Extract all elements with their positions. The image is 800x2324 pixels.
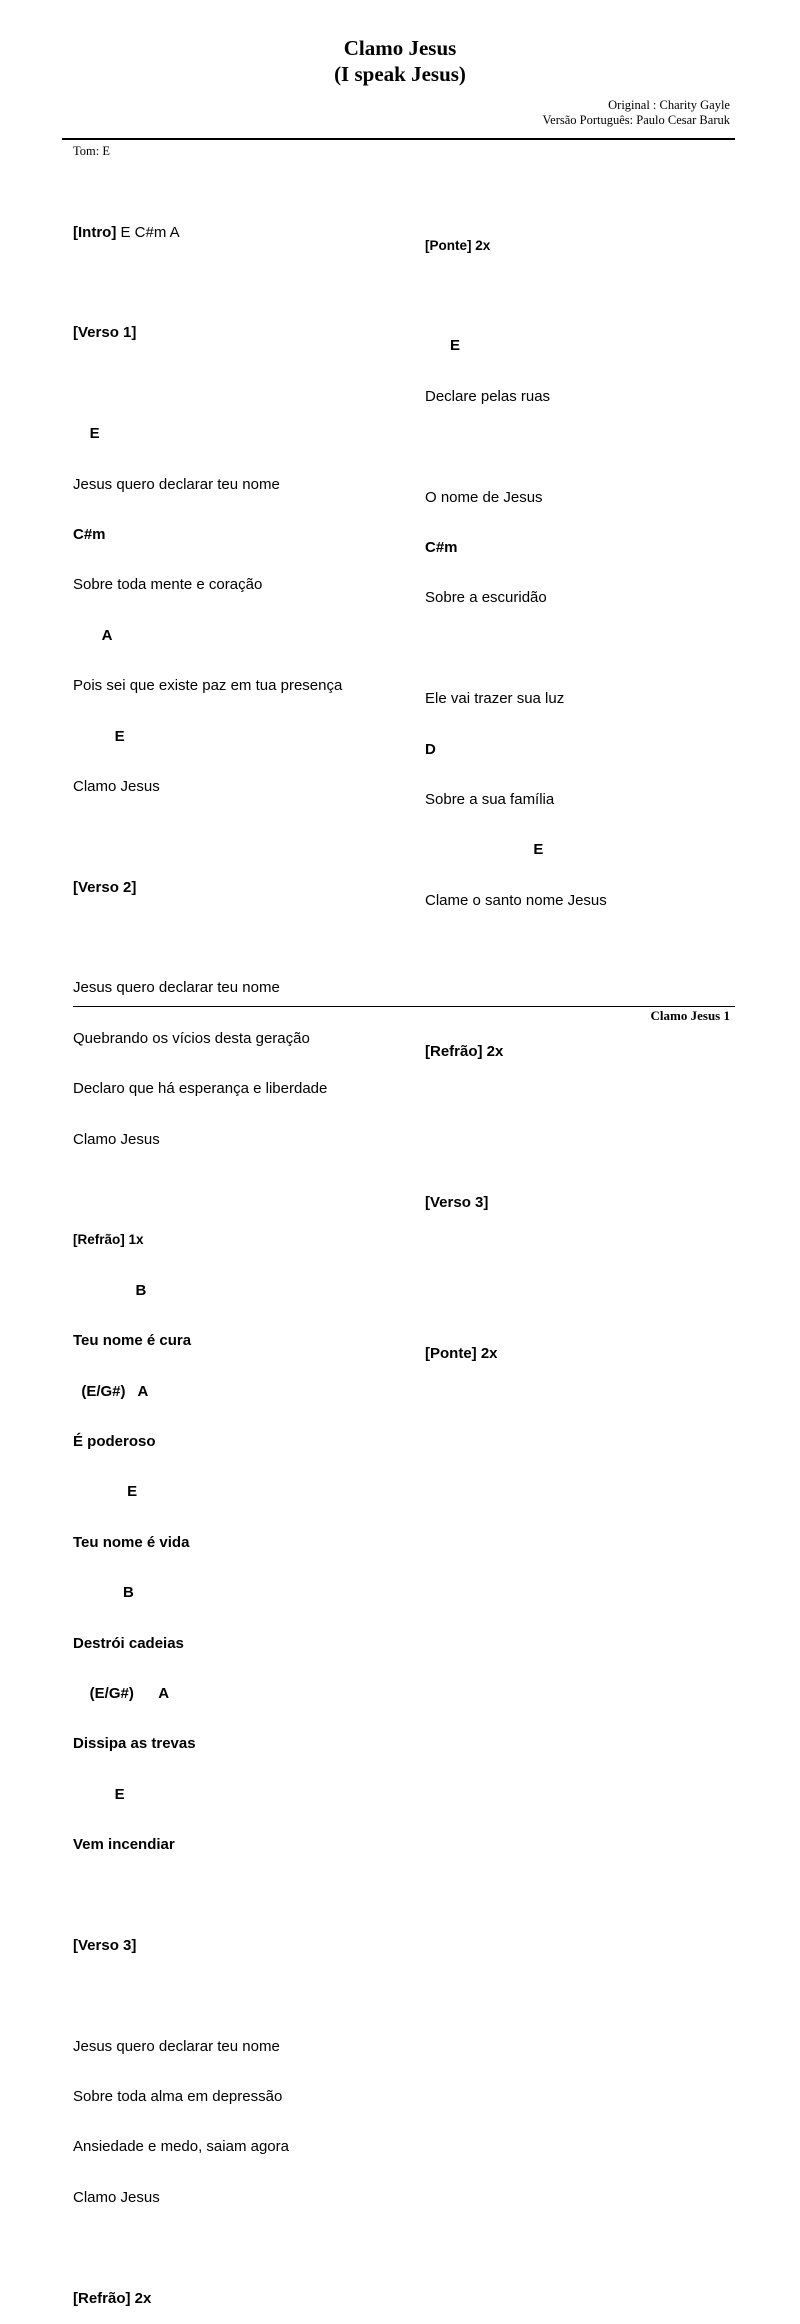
chord-line: (E/G#) A bbox=[73, 1382, 149, 1400]
lyric-line: Ansiedade e medo, saiam agora bbox=[73, 2138, 289, 2156]
lyric-line: Declare pelas ruas bbox=[425, 387, 551, 405]
spacer bbox=[73, 275, 342, 292]
spacer bbox=[73, 2240, 342, 2257]
lyric-line: Pois sei que existe paz em tua presença bbox=[73, 677, 343, 695]
chorus-line: É poderoso bbox=[73, 1432, 156, 1450]
chord-line: A bbox=[73, 626, 113, 644]
page-footer: Clamo Jesus 1 bbox=[650, 1008, 730, 1023]
spacer bbox=[425, 1296, 607, 1313]
credits bbox=[543, 98, 730, 128]
chord-line: E bbox=[73, 1483, 138, 1501]
original-credit: Original : Charity Gayle bbox=[608, 98, 730, 112]
chord-line: E bbox=[73, 727, 125, 745]
lyric-line: O nome de Jesus bbox=[425, 488, 543, 506]
spacer bbox=[73, 1182, 342, 1199]
section-heading: [Ponte] 2x bbox=[425, 237, 491, 253]
spacer bbox=[425, 1245, 607, 1262]
chorus-line: Teu nome é vida bbox=[73, 1533, 190, 1551]
header-rule bbox=[62, 138, 735, 140]
lyric-line: Clame o santo nome Jesus bbox=[425, 891, 607, 909]
lyric-line: Sobre a sua família bbox=[425, 790, 555, 808]
lyric-line: Quebrando os vícios desta geração bbox=[73, 1029, 310, 1047]
lyric-line: Sobre a escuridão bbox=[425, 589, 547, 607]
spacer bbox=[73, 376, 342, 393]
lyric-line: Jesus quero declarar teu nome bbox=[73, 2037, 280, 2055]
song-subtitle: (I speak Jesus) bbox=[334, 62, 466, 86]
lyric-line: Jesus quero declarar teu nome bbox=[73, 475, 280, 493]
lyric-line: Clamo Jesus bbox=[73, 2188, 160, 2206]
chord-line: E bbox=[425, 841, 544, 859]
section-heading: [Verso 2] bbox=[73, 878, 137, 896]
spacer bbox=[425, 1094, 607, 1111]
chord-line: B bbox=[73, 1281, 147, 1299]
section-heading: [Refrão] 2x bbox=[73, 2289, 152, 2307]
left-column bbox=[73, 191, 342, 2324]
chorus-line: Teu nome é cura bbox=[73, 1332, 192, 1350]
key-label: Tom: E bbox=[73, 144, 110, 158]
lyric-line: Jesus quero declarar teu nome bbox=[73, 979, 280, 997]
lyric-line: Sobre toda alma em depressão bbox=[73, 2088, 283, 2106]
chord-line: E bbox=[73, 425, 100, 443]
version-credit: Versão Português: Paulo Cesar Baruk bbox=[542, 113, 730, 127]
spacer bbox=[425, 1145, 607, 1162]
lyric-line: Clamo Jesus bbox=[73, 1130, 160, 1148]
chord-line: B bbox=[73, 1584, 134, 1602]
chorus-line: Dissipa as trevas bbox=[73, 1735, 196, 1753]
spacer bbox=[73, 1887, 342, 1904]
section-heading: [Verso 3] bbox=[73, 1936, 137, 1954]
spacer bbox=[425, 439, 607, 456]
intro-line bbox=[73, 225, 342, 242]
spacer bbox=[73, 1988, 342, 2005]
right-column bbox=[425, 204, 607, 1380]
chord-line: (E/G#) A bbox=[73, 1684, 170, 1702]
chord-line: C#m bbox=[425, 538, 458, 556]
chorus-line: Vem incendiar bbox=[73, 1836, 175, 1854]
song-title: Clamo Jesus bbox=[343, 36, 457, 60]
section-heading: [Verso 3] bbox=[425, 1194, 489, 1212]
chorus-line: Destrói cadeias bbox=[73, 1634, 184, 1652]
chord-line: D bbox=[425, 740, 436, 758]
spacer bbox=[425, 641, 607, 658]
section-heading: [Ponte] 2x bbox=[425, 1345, 498, 1363]
footer-rule bbox=[73, 1006, 735, 1007]
intro-label: [Intro] bbox=[73, 223, 117, 241]
lyric-line: Declaro que há esperança e liberdade bbox=[73, 1080, 328, 1098]
lyric-line: Sobre toda mente e coração bbox=[73, 576, 263, 594]
section-heading: [Verso 1] bbox=[73, 324, 137, 342]
chord-line: E bbox=[73, 1785, 125, 1803]
spacer bbox=[425, 993, 607, 1010]
chord-line: C#m bbox=[73, 525, 106, 543]
section-heading: [Refrão] 2x bbox=[425, 1042, 504, 1060]
spacer bbox=[425, 943, 607, 960]
lyric-line: Clamo Jesus bbox=[73, 777, 160, 795]
intro-chords: E C#m A bbox=[116, 223, 180, 241]
section-heading: [Refrão] 1x bbox=[73, 1232, 144, 1248]
spacer bbox=[73, 829, 342, 846]
chord-line: E bbox=[425, 337, 461, 355]
lyric-line: Ele vai trazer sua luz bbox=[425, 690, 565, 708]
spacer bbox=[425, 288, 607, 305]
spacer bbox=[73, 930, 342, 947]
